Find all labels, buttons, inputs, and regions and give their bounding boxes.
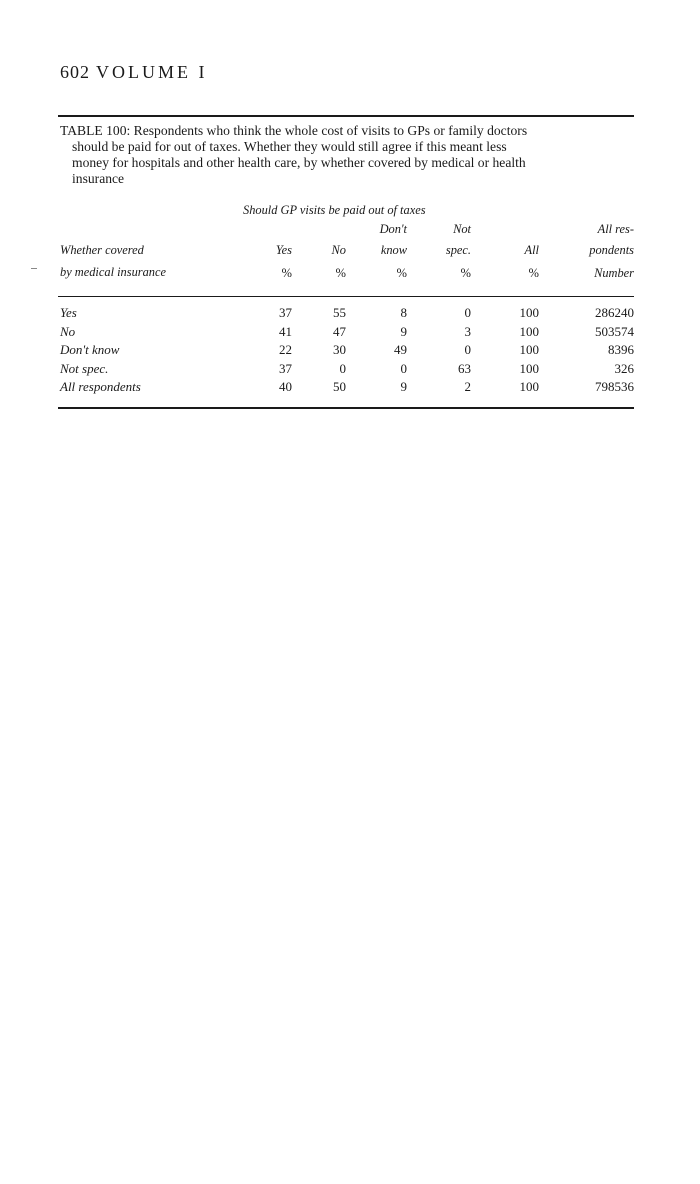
row-label: All respondents (60, 379, 141, 394)
column-header-mid: No (331, 243, 346, 257)
table-cell: 0 (464, 305, 471, 320)
table-cell: 0 (464, 342, 471, 357)
table-cell: 100 (519, 361, 539, 376)
table-cell: 100 (519, 379, 539, 394)
table-cell: 8 (400, 305, 407, 320)
table-cell: 55 (333, 305, 346, 320)
column-header-mid: know (380, 243, 407, 257)
column-header-unit: % (335, 266, 346, 280)
column-header-unit: Number (594, 266, 634, 280)
table-cell: 40 (279, 379, 292, 394)
table-caption (60, 123, 636, 187)
column-header-mid: All (524, 243, 539, 257)
table-cell: 9 (400, 324, 407, 339)
row-label: Yes (60, 305, 77, 320)
table-cell: 286240 (595, 305, 634, 320)
column-spanner-heading: Should GP visits be paid out of taxes (243, 203, 426, 217)
table-cell: 3 (464, 324, 471, 339)
column-header-mid: pondents (589, 243, 634, 257)
caption-line: should be paid for out of taxes. Whether they would still agree if this meant less (72, 139, 507, 154)
column-header-mid: spec. (445, 243, 471, 257)
volume-label: VOLUME I (96, 62, 208, 82)
table-cell: 47 (333, 324, 346, 339)
table-cell: 100 (519, 324, 539, 339)
column-header-top: All res- (597, 222, 634, 236)
table-cell: 100 (519, 342, 539, 357)
table-cell: 100 (519, 305, 539, 320)
table-cell: 503574 (595, 324, 634, 339)
column-header-mid: Yes (275, 243, 292, 257)
margin-mark (31, 268, 37, 269)
column-header-top: Not (453, 222, 471, 236)
column-header-unit: % (396, 266, 407, 280)
header-bottom-rule (58, 296, 634, 297)
caption-line: money for hospitals and other health care, by whether covered by medical or health (72, 155, 526, 170)
table-cell: 22 (279, 342, 292, 357)
stub-heading-line-1: Whether covered (60, 243, 144, 257)
table-cell: 326 (614, 361, 634, 376)
row-label: Don't know (60, 342, 120, 357)
column-header-unit: % (460, 266, 471, 280)
row-label: Not spec. (60, 361, 109, 376)
caption-line: insurance (72, 171, 125, 186)
column-header-unit: % (528, 266, 539, 280)
table-cell: 798536 (595, 379, 634, 394)
table-cell: 9 (400, 379, 407, 394)
caption-line: TABLE 100: Respondents who think the whole cost of visits to GPs or family doctors (60, 123, 528, 138)
table-cell: 0 (339, 361, 346, 376)
row-label: No (60, 324, 76, 339)
column-header-unit: % (281, 266, 292, 280)
table-cell: 41 (279, 324, 292, 339)
column-header-top: Don't (379, 222, 407, 236)
stub-heading-line-2: by medical insurance (60, 265, 166, 279)
table-cell: 30 (333, 342, 346, 357)
page-number: 602 (60, 62, 90, 82)
running-head (60, 62, 208, 83)
table-cell: 0 (400, 361, 407, 376)
table-cell: 49 (394, 342, 407, 357)
table-bottom-rule (58, 407, 634, 409)
caption-top-rule (58, 115, 634, 117)
table-cell: 63 (458, 361, 471, 376)
table-cell: 37 (279, 305, 292, 320)
table-cell: 50 (333, 379, 346, 394)
table-cell: 37 (279, 361, 292, 376)
table-cell: 2 (464, 379, 471, 394)
table-cell: 8396 (608, 342, 634, 357)
